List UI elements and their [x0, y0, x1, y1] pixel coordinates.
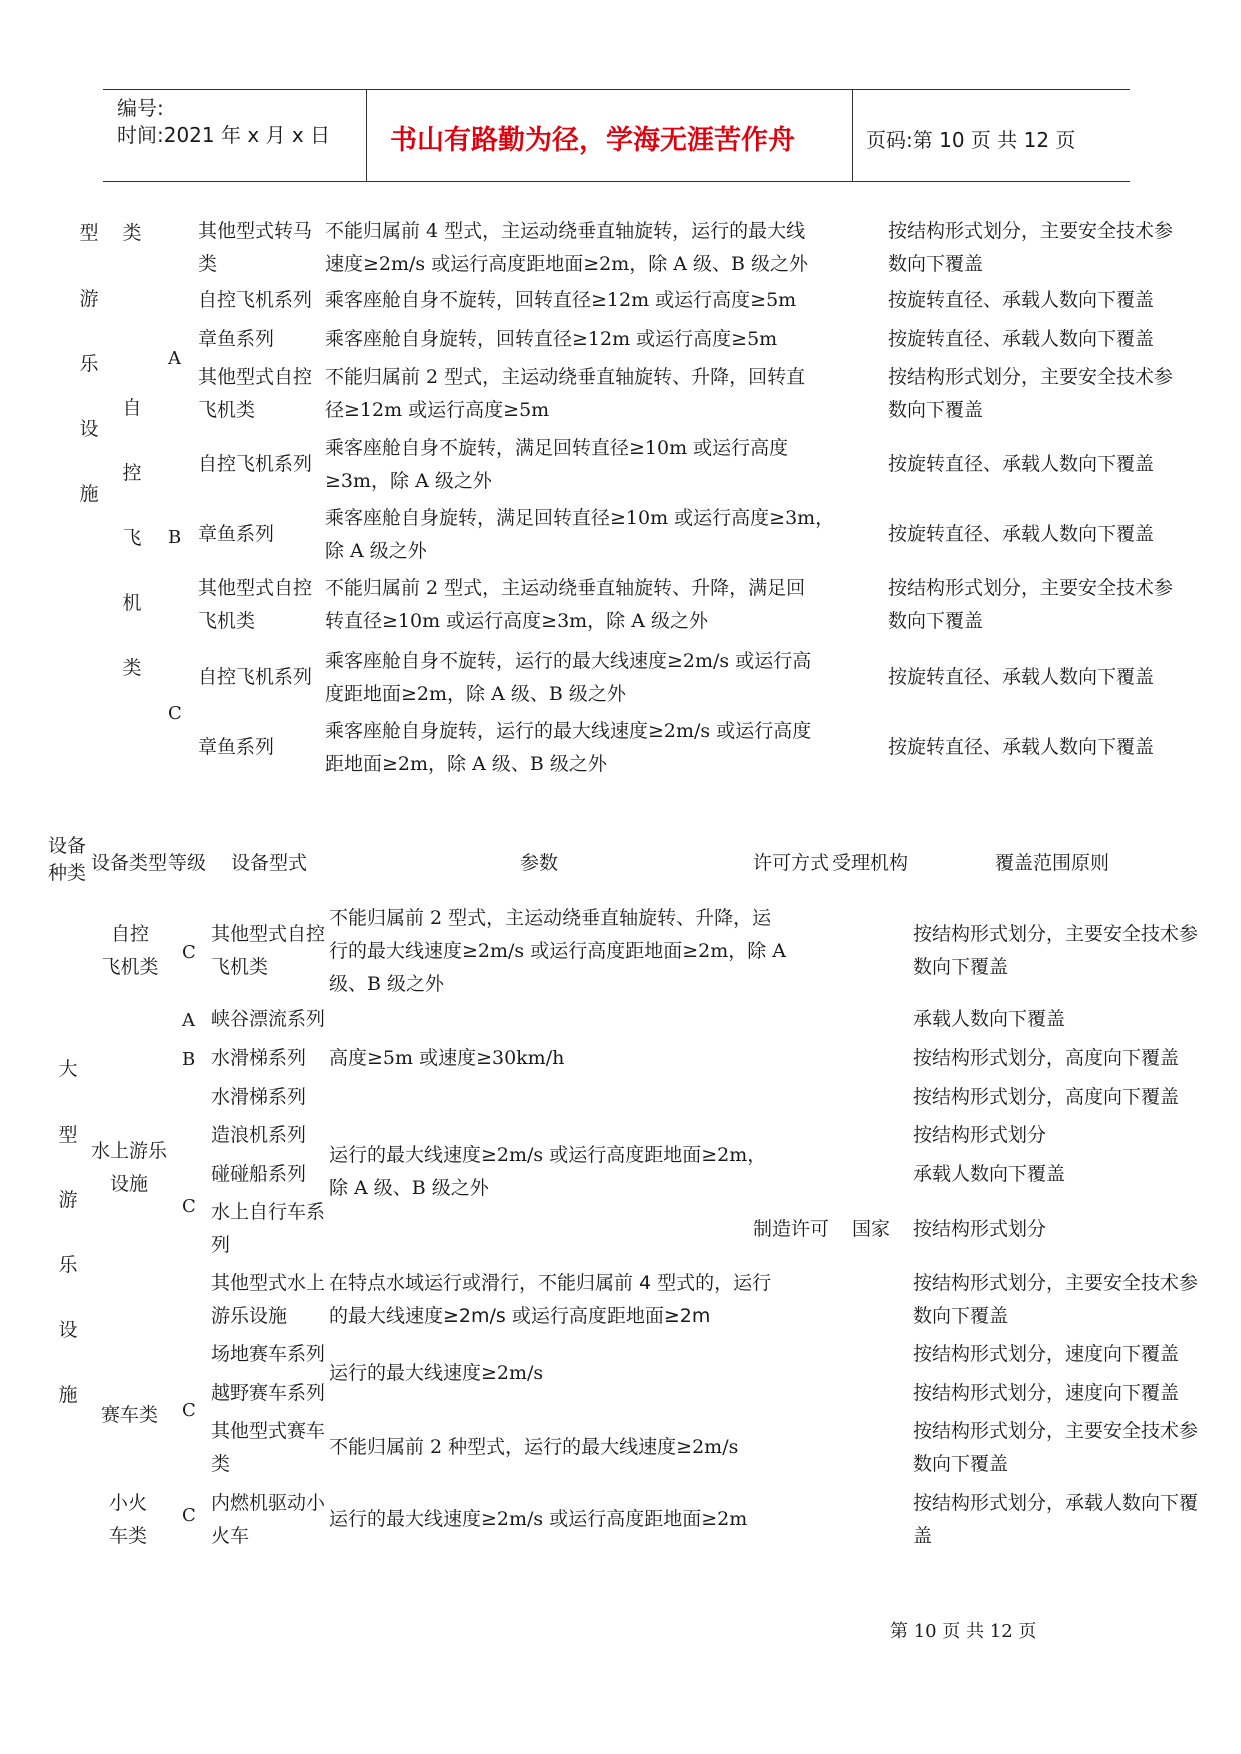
- param-cell: 乘客座舱自身旋转，运行的最大线速度≥2m/s 或运行高度 距地面≥2m，除 A 级、B 级之外: [325, 720, 812, 775]
- cover-cell: 按结构形式划分: [913, 1218, 1047, 1240]
- cover-cell: 按结构形式划分，主要安全技术参 数向下覆盖: [888, 577, 1174, 632]
- model-cell: 场地赛车系列: [211, 1343, 326, 1365]
- model-cell: 其他型式赛车 类: [211, 1420, 326, 1475]
- cover-cell: 按旋转直径、承载人数向下覆盖: [888, 736, 1155, 758]
- agency-value: 国家: [852, 1218, 891, 1240]
- cover-cell: 按结构形式划分，主要安全技术参 数向下覆盖: [913, 1420, 1199, 1475]
- model-cell: 其他型式转马 类: [198, 220, 313, 275]
- cover-cell: 按结构形式划分: [913, 1124, 1047, 1146]
- col-header-model: 设备型式: [231, 852, 308, 874]
- grade-label: B: [168, 527, 182, 548]
- vertical-char: 型: [79, 222, 99, 244]
- vertical-char: 大: [58, 1058, 78, 1080]
- model-cell: 水滑梯系列: [211, 1047, 307, 1069]
- cover-cell: 按结构形式划分，速度向下覆盖: [913, 1343, 1180, 1365]
- param-cell: 运行的最大线速度≥2m/s 或运行高度距地面≥2m， 除 A 级、B 级之外: [329, 1144, 767, 1199]
- vertical-char: 设: [79, 418, 99, 440]
- vertical-char: 乐: [79, 353, 99, 375]
- col-header-cover: 覆盖范围原则: [995, 852, 1110, 874]
- group-label-train: 小火 车类: [108, 1492, 147, 1547]
- model-cell: 造浪机系列: [211, 1124, 307, 1146]
- param-cell: 乘客座舱自身不旋转，运行的最大线速度≥2m/s 或运行高 度距地面≥2m，除 A 级、B 级之外: [325, 650, 812, 705]
- param-cell: 不能归属前 2 型式，主运动绕垂直轴旋转、升降，满足回 转直径≥10m 或运行高度≥3m，除 A 级之外: [325, 577, 806, 632]
- grade-label: A: [182, 1010, 195, 1031]
- col-header-param: 参数: [520, 852, 559, 874]
- model-cell: 越野赛车系列: [211, 1382, 326, 1404]
- model-cell: 内燃机驱动小 火车: [211, 1492, 326, 1547]
- grade-label: C: [182, 1400, 196, 1421]
- model-cell: 自控飞机系列: [198, 453, 313, 475]
- col-header-grade: 等级: [168, 852, 207, 874]
- cover-cell: 按旋转直径、承载人数向下覆盖: [888, 523, 1155, 545]
- grade-label: C: [182, 1505, 196, 1526]
- grade-label: C: [168, 703, 182, 724]
- param-cell: 不能归属前 2 种型式，运行的最大线速度≥2m/s: [329, 1436, 739, 1458]
- param-cell: 高度≥5m 或速度≥30km/h: [329, 1047, 565, 1069]
- vertical-char: 施: [79, 483, 99, 505]
- vertical-char: 机: [122, 592, 142, 614]
- model-cell: 碰碰船系列: [211, 1163, 307, 1185]
- permit-value: 制造许可: [753, 1218, 830, 1240]
- grade-label: C: [182, 1196, 196, 1217]
- model-cell: 其他型式自控 飞机类: [198, 577, 313, 632]
- document-time-label: 时间:2021 年 x 月 x 日: [117, 123, 331, 147]
- cover-cell: 按旋转直径、承载人数向下覆盖: [888, 328, 1155, 350]
- grade-label: C: [182, 942, 196, 963]
- grade-label: B: [182, 1049, 196, 1070]
- cover-cell: 承载人数向下覆盖: [913, 1163, 1066, 1185]
- param-cell: 乘客座舱自身旋转，回转直径≥12m 或运行高度≥5m: [325, 328, 778, 350]
- param-cell: 不能归属前 2 型式，主运动绕垂直轴旋转、升降，运 行的最大线速度≥2m/s 或运行高度距地面≥2m，除 A 级、B 级之外: [329, 907, 787, 995]
- vertical-char: 控: [122, 462, 142, 484]
- header-bottom-rule: [103, 181, 1130, 182]
- cover-cell: 按结构形式划分，主要安全技术参 数向下覆盖: [888, 220, 1174, 275]
- cover-cell: 按结构形式划分，主要安全技术参 数向下覆盖: [913, 1272, 1199, 1327]
- cover-cell: 按旋转直径、承载人数向下覆盖: [888, 666, 1155, 688]
- model-cell: 其他型式水上 游乐设施: [211, 1272, 326, 1327]
- model-cell: 自控飞机系列: [198, 289, 313, 311]
- model-cell: 其他型式自控 飞机类: [211, 923, 326, 978]
- document-number-label: 编号:: [117, 96, 164, 120]
- model-cell: 章鱼系列: [198, 523, 275, 545]
- param-cell: 乘客座舱自身旋转，满足回转直径≥10m 或运行高度≥3m， 除 A 级之外: [325, 507, 835, 562]
- cover-cell: 按结构形式划分，高度向下覆盖: [913, 1047, 1180, 1069]
- cover-cell: 按结构形式划分，高度向下覆盖: [913, 1086, 1180, 1108]
- model-cell: 章鱼系列: [198, 736, 275, 758]
- model-cell: 章鱼系列: [198, 328, 275, 350]
- cover-cell: 按旋转直径、承载人数向下覆盖: [888, 289, 1155, 311]
- param-cell: 乘客座舱自身不旋转，回转直径≥12m 或运行高度≥5m: [325, 289, 797, 311]
- col-header-permit: 许可方式: [753, 852, 830, 874]
- model-cell: 峡谷漂流系列: [211, 1008, 326, 1030]
- vertical-char: 型: [58, 1124, 78, 1146]
- col-header-category: 设备类型: [91, 852, 168, 874]
- vertical-char: 游: [79, 288, 99, 310]
- cover-cell: 按结构形式划分，承载人数向下覆 盖: [913, 1492, 1199, 1547]
- vertical-char: 乐: [58, 1254, 78, 1276]
- cover-cell: 按结构形式划分，主要安全技术参 数向下覆盖: [888, 366, 1174, 421]
- group-label-racing: 赛车类: [101, 1404, 159, 1426]
- model-cell: 水上自行车系 列: [211, 1201, 326, 1256]
- vertical-char: 飞: [122, 527, 142, 549]
- model-cell: 自控飞机系列: [198, 666, 313, 688]
- group-label-water: 水上游乐 设施: [91, 1140, 168, 1195]
- param-cell: 运行的最大线速度≥2m/s 或运行高度距地面≥2m: [329, 1508, 748, 1530]
- vertical-char: 类: [122, 657, 142, 679]
- header-divider-right: [852, 89, 853, 181]
- vertical-char: 设: [58, 1319, 78, 1341]
- header-divider-left: [366, 89, 367, 181]
- model-cell: 其他型式自控 飞机类: [198, 366, 313, 421]
- param-cell: 不能归属前 4 型式，主运动绕垂直轴旋转，运行的最大线 速度≥2m/s 或运行高度距地面≥2m，除 A 级、B 级之外: [325, 220, 809, 275]
- vertical-char: 施: [58, 1384, 78, 1406]
- vertical-char: 游: [58, 1189, 78, 1211]
- col-header-agency: 受理机构: [832, 852, 909, 874]
- param-cell: 乘客座舱自身不旋转，满足回转直径≥10m 或运行高度 ≥3m，除 A 级之外: [325, 437, 789, 492]
- param-cell: 运行的最大线速度≥2m/s: [329, 1362, 544, 1384]
- header-page-label: 页码:第 10 页 共 12 页: [866, 128, 1076, 152]
- cover-cell: 按旋转直径、承载人数向下覆盖: [888, 453, 1155, 475]
- page-footer: 第 10 页 共 12 页: [890, 1621, 1037, 1642]
- param-cell: 在特点水域运行或滑行，不能归属前 4 型式的，运行 的最大线速度≥2m/s 或运行高度距地面≥2m: [329, 1272, 772, 1327]
- header-top-rule: [103, 89, 1130, 90]
- header-motto: 书山有路勤为径，学海无涯苦作舟: [390, 125, 795, 156]
- vertical-char: 类: [122, 222, 142, 244]
- cover-cell: 按结构形式划分，主要安全技术参 数向下覆盖: [913, 923, 1199, 978]
- col-header-kind: 设备 种类: [48, 835, 87, 884]
- param-cell: 不能归属前 2 型式，主运动绕垂直轴旋转、升降，回转直 径≥12m 或运行高度≥5m: [325, 366, 806, 421]
- model-cell: 水滑梯系列: [211, 1086, 307, 1108]
- cover-cell: 承载人数向下覆盖: [913, 1008, 1066, 1030]
- group-label-auto-plane: 自控 飞机类: [101, 923, 159, 978]
- cover-cell: 按结构形式划分，速度向下覆盖: [913, 1382, 1180, 1404]
- vertical-char: 自: [122, 397, 142, 419]
- grade-label: A: [168, 348, 181, 369]
